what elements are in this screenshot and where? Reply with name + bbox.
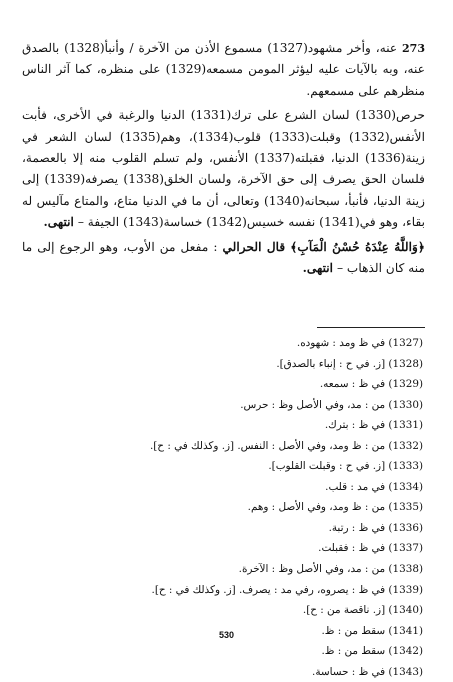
footnote: (1334) في مد : قلب. [325,480,423,493]
footnote: (1328) [ز. في ح : إنباء بالصدق]. [276,357,423,370]
paragraph-2-text: حرص(1330) لسان الشرع على ترك(1331) الدنيا والرغبة في الأخرى، فأبت الأنفس(1332) وقبلت(1333) قلوب(1334)، وهم(1335) لسان الشعر في زينة(1336) الدنيا، فقبلته(1337) الأنفس، ولم تسلم القلوب منه إلا بالعصمة، فلسان الحق يصرف إلى حق الآخرة، ولسان الخلق(1338) يصرفه(1339) إلى زينة الدنيا، فأنبأ، سبحانه(1340) وتعالى، أن ما في الدنيا متاع، والمتاع مآليس له بقاء، وهو في(1341) نفسه خسيس(1342) خساسة(1343) الجيفة – [22,108,426,230]
footnote: (1342) سقط من : ظ. [321,645,423,658]
marginal-number: 273 [402,42,425,55]
quran-quote: ﴿وَاللَّهُ عِنْدَهُ حُسْنُ الْمَآبِ﴾ [290,239,425,254]
paragraph-1 [22,38,425,102]
footnote: (1339) في ظ : يصروه، رفي مد : يصرف. [ز. وكذلك في : ح]. [151,583,423,596]
footnote: (1335) من : ظ ومد، وفي الأصل : وهم. [247,501,423,514]
paragraph-2 [22,105,425,233]
footnote: (1343) في ظ : حساسة. [312,665,423,678]
footnote: (1329) في ظ : سمعه. [319,378,423,391]
paragraph-1-text: عنه، وأخر مشهود(1327) مسموع الأذن من الآخرة / وأنبأ(1328) بالصدق عنه، وبه بالآيات عليه ليؤثر المومن مسمعه(1329) على منظره، كما آثر الناس منظرهم على مسمعهم. [22,41,425,98]
footnote: (1327) في ظ ومد : شهوده. [296,337,423,349]
footnote: (1332) من : ظ ومد، وفي الأصل : النفس. [ز. وكذلك في : ح]. [149,439,423,452]
paragraph-3-text: : مفعل من الأوب، وهو الرجوع إلى ما منه كان الذهاب – [22,239,425,276]
footnote: (1336) في ظ : رتبة. [328,521,423,534]
end-marker: انتهى. [302,261,334,276]
footnote: (1341) سقط من : ظ. [321,624,423,637]
page-number: 530 [218,630,235,640]
speaker-name: قال الحرالي [222,239,286,254]
footnote: (1333) [ز. في ح : وقبلت القلوب]. [268,460,423,473]
end-marker: انتهى. [43,215,74,230]
footnote: (1330) من : مد، وفي الأصل وظ : حرس. [240,398,423,411]
main-text [22,38,425,282]
footnote: (1331) في ظ : بترك. [324,419,423,432]
footnote-separator [317,327,425,328]
footnote: (1337) في ظ : فقبلت. [318,542,423,555]
footnote: (1338) من : مد، وفي الأصل وظ : الآخرة. [238,563,423,576]
paragraph-3 [22,237,425,280]
footnote: (1340) [ز. ناقصة من : ح]. [302,604,423,617]
